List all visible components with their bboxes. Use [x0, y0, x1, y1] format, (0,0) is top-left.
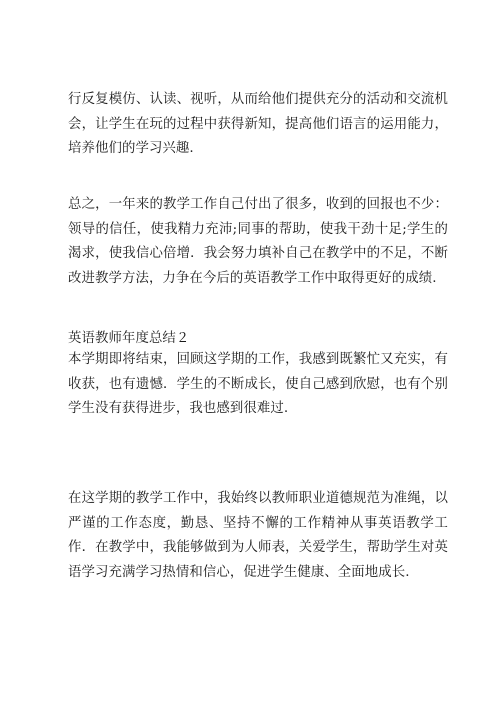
text-line: 严谨的工作态度，勤恳、坚持不懈的工作精神从事英语教学工: [68, 515, 448, 531]
text-line: 学生没有获得进步，我也感到很难过.: [68, 401, 289, 416]
paragraph-activities: [68, 88, 448, 162]
text-line: 作．在教学中，我能够做到为人师表，关爱学生，帮助学生对英: [68, 540, 448, 555]
text-line: 渴求，使我信心倍增．我会努力填补自己在教学中的不足，不断: [68, 246, 448, 261]
paragraph-semester-end: [68, 348, 448, 422]
text-line: 本学期即将结束，回顾这学期的工作，我感到既繁忙又充实，有: [68, 352, 448, 367]
paragraph-summary: [68, 193, 448, 291]
text-line: 领导的信任，使我精力充沛;同事的帮助，使我干劲十足;学生的: [68, 221, 448, 237]
text-line: 收获，也有遗憾．学生的不断成长，使自己感到欣慰，也有个别: [68, 376, 448, 392]
text-line: 行反复模仿、认读、视听，从而给他们提供充分的活动和交流机: [68, 92, 448, 107]
heading-text: 英语教师年度总结２: [68, 331, 190, 346]
text-line: 培养他们的学习兴趣.: [68, 141, 194, 156]
text-line: 总之，一年来的教学工作自己付出了很多，收到的回报也不少：: [68, 197, 448, 212]
text-line: 在这学期的教学工作中，我始终以教师职业道德规范为准绳，以: [68, 491, 448, 506]
text-line: 会，让学生在玩的过程中获得新知，提高他们语言的运用能力，: [68, 116, 448, 132]
text-line: 语学习充满学习热情和信心，促进学生健康、全面地成长.: [68, 564, 410, 580]
text-line: 改进教学方法，力争在今后的英语教学工作中取得更好的成绩.: [68, 270, 437, 286]
paragraph-teaching-work: [68, 487, 448, 585]
